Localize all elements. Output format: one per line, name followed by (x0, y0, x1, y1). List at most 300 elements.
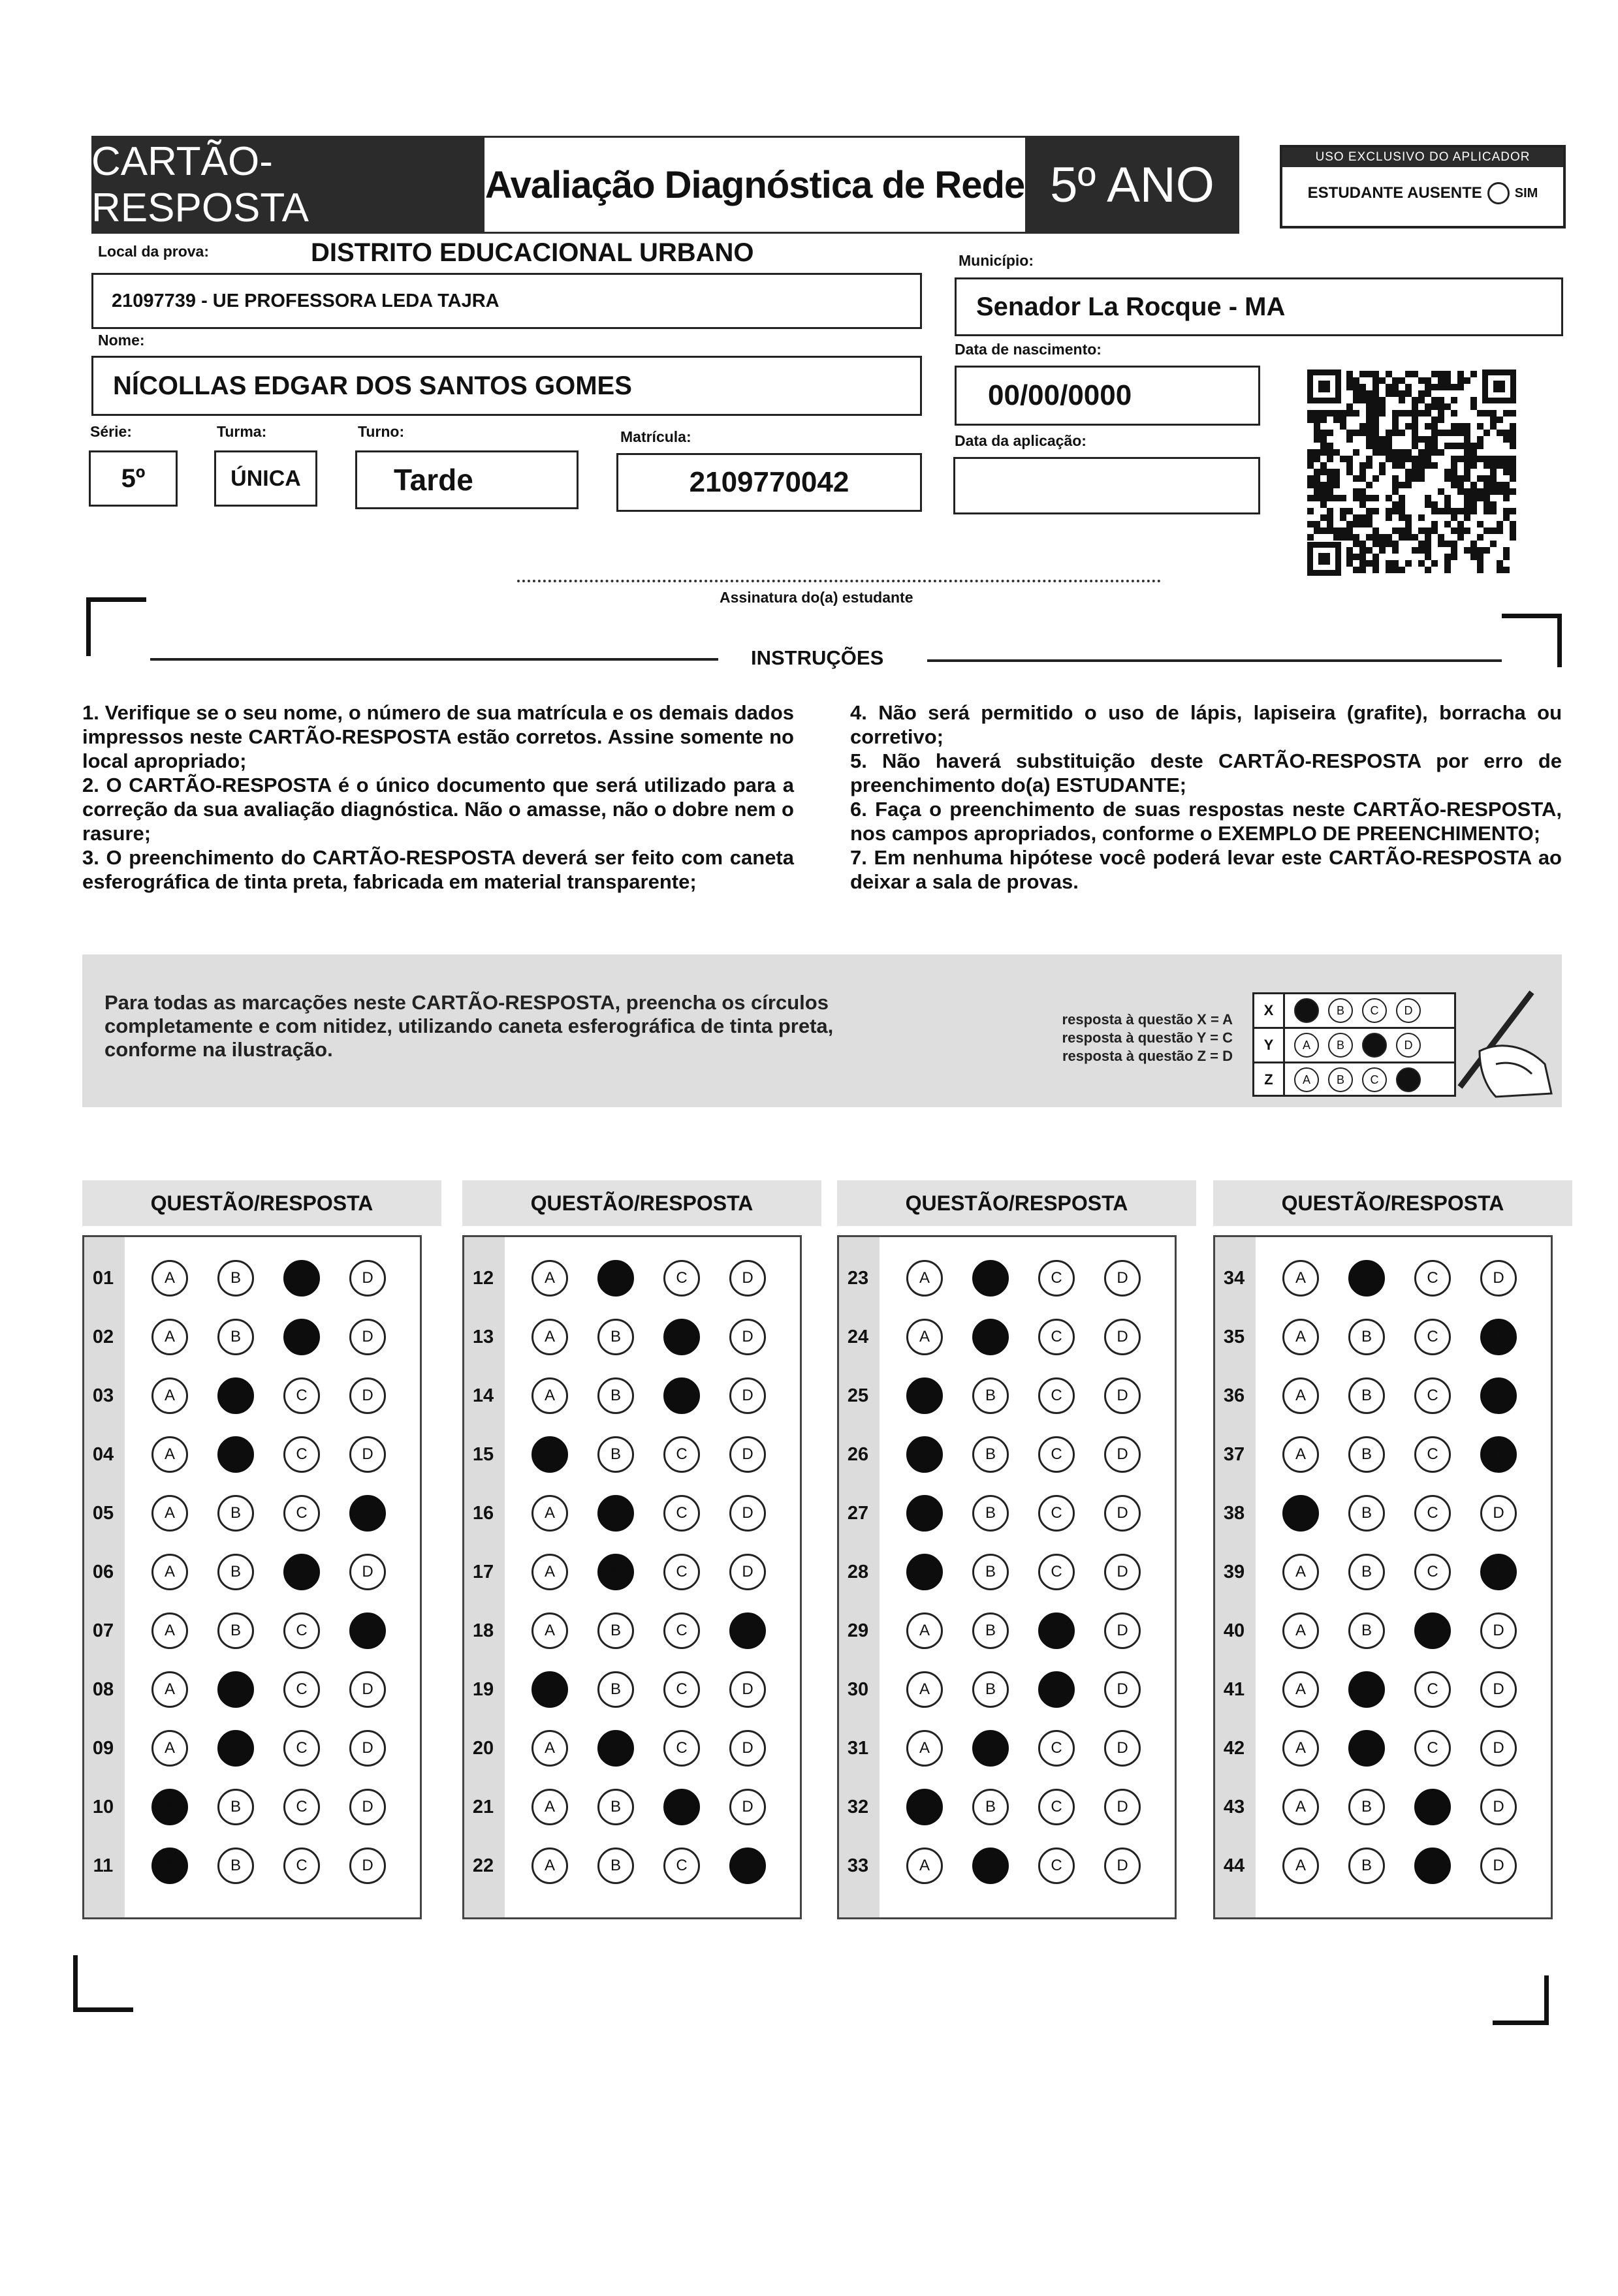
question-row (839, 1366, 1175, 1425)
question-number: 39 (1223, 1561, 1245, 1582)
question-number: 35 (1223, 1326, 1245, 1347)
answer-bubble-a[interactable]: A (1282, 1612, 1319, 1649)
question-number: 04 (92, 1443, 114, 1465)
answer-bubble-a[interactable]: A (151, 1554, 188, 1590)
answer-bubble-c[interactable]: C (283, 1848, 320, 1884)
answer-bubble-d[interactable]: D (1480, 1377, 1517, 1414)
question-row (1215, 1778, 1551, 1836)
answer-bubble-a[interactable]: A (906, 1730, 943, 1767)
example-legend-z: resposta à questão Z = D (1062, 1048, 1233, 1064)
answer-bubble-d[interactable]: D (729, 1612, 766, 1649)
example-legend-x: resposta à questão X = A (1062, 1011, 1233, 1028)
nascimento-field (955, 366, 1260, 426)
question-number: 37 (1223, 1443, 1245, 1465)
answer-bubble-c[interactable]: C (1038, 1495, 1075, 1532)
answer-bubble-d[interactable]: D (1104, 1436, 1141, 1473)
answer-bubble-a[interactable]: A (151, 1848, 188, 1884)
nascimento-label: Data de nascimento: (955, 341, 1102, 358)
answer-bubble-d[interactable]: D (1480, 1319, 1517, 1355)
answer-bubble-b[interactable]: B (1348, 1260, 1385, 1297)
answer-bubble-b[interactable]: B (597, 1554, 634, 1590)
answer-bubble-d[interactable]: D (349, 1260, 386, 1297)
answer-bubble-a[interactable]: A (906, 1436, 943, 1473)
answer-bubble-b[interactable]: B (1348, 1730, 1385, 1767)
answer-bubble-d[interactable]: D (1104, 1377, 1141, 1414)
answer-bubble-c[interactable]: C (283, 1554, 320, 1590)
answer-bubble-c[interactable]: C (1414, 1319, 1451, 1355)
answer-bubble-a[interactable]: A (151, 1377, 188, 1414)
answer-bubble-d[interactable]: D (349, 1319, 386, 1355)
answer-bubble-a[interactable]: A (531, 1260, 568, 1297)
question-row (1215, 1836, 1551, 1895)
question-number: 42 (1223, 1737, 1245, 1759)
answer-bubble-d[interactable]: D (1480, 1848, 1517, 1884)
example-row-label: X (1254, 994, 1285, 1027)
exam-title-text: Avaliação Diagnóstica de Rede (484, 163, 1025, 206)
answer-bubble-a[interactable]: A (531, 1319, 568, 1355)
answer-bubble-d[interactable]: D (1104, 1671, 1141, 1708)
answer-bubble-d[interactable]: D (1104, 1495, 1141, 1532)
answer-bubble-b[interactable]: B (217, 1612, 254, 1649)
answer-bubble-c[interactable]: C (663, 1495, 700, 1532)
answer-bubble-d[interactable]: D (1480, 1554, 1517, 1590)
instruction-2: 2. O CARTÃO-RESPOSTA é o único documento que será utilizado para a correção da sua avaliação diagnóstica. Não o amasse, não o dobre nem o rasure; (82, 774, 794, 845)
question-row (1215, 1425, 1551, 1484)
grade-badge-text: 5º ANO (1050, 157, 1214, 213)
signature-label: Assinatura do(a) estudante (720, 589, 913, 606)
question-number: 02 (92, 1326, 114, 1347)
answer-bubble-a[interactable]: A (531, 1789, 568, 1825)
question-number: 31 (847, 1737, 869, 1759)
answer-bubble-d[interactable]: D (349, 1612, 386, 1649)
answer-bubble-a[interactable]: A (531, 1436, 568, 1473)
answer-bubble-a[interactable]: A (531, 1612, 568, 1649)
answer-bubble-a[interactable]: A (151, 1436, 188, 1473)
question-row (84, 1836, 420, 1895)
question-row (464, 1660, 800, 1719)
example-bubble-c-filled (1362, 1033, 1387, 1058)
answer-bubble-b[interactable]: B (217, 1671, 254, 1708)
qr-code-graphic (1307, 370, 1517, 577)
answer-bubble-b[interactable]: B (597, 1436, 634, 1473)
pen-hand-illustration (1434, 979, 1558, 1103)
answer-bubble-b[interactable]: B (972, 1377, 1009, 1414)
answer-bubble-b[interactable]: B (1348, 1848, 1385, 1884)
answer-bubble-d[interactable]: D (1104, 1319, 1141, 1355)
answer-bubble-d[interactable]: D (1480, 1612, 1517, 1649)
answer-bubble-b[interactable]: B (972, 1612, 1009, 1649)
question-number: 32 (847, 1796, 869, 1817)
answer-bubble-c[interactable]: C (663, 1789, 700, 1825)
corner-mark-top-right-v (1557, 614, 1562, 667)
estudante-ausente-bubble[interactable] (1487, 182, 1510, 204)
answer-bubble-b[interactable]: B (972, 1848, 1009, 1884)
example-row-label: Z (1254, 1063, 1285, 1096)
question-row (84, 1425, 420, 1484)
answer-bubble-b[interactable]: B (972, 1260, 1009, 1297)
answer-bubble-d[interactable]: D (349, 1436, 386, 1473)
question-number: 08 (92, 1678, 114, 1700)
answer-bubble-d[interactable]: D (729, 1436, 766, 1473)
answer-bubble-c[interactable]: C (663, 1671, 700, 1708)
answer-bubble-c[interactable]: C (663, 1848, 700, 1884)
question-number: 11 (93, 1855, 114, 1876)
answer-column (837, 1235, 1177, 1919)
question-number: 13 (472, 1326, 494, 1347)
example-row-label: Y (1254, 1029, 1285, 1062)
answer-bubble-d[interactable]: D (1104, 1554, 1141, 1590)
question-number: 05 (92, 1502, 114, 1524)
answer-bubble-c[interactable]: C (283, 1436, 320, 1473)
answer-bubble-a[interactable]: A (1282, 1436, 1319, 1473)
question-row (84, 1660, 420, 1719)
question-number: 03 (92, 1385, 114, 1406)
answer-bubble-d[interactable]: D (1480, 1495, 1517, 1532)
answer-bubble-d[interactable]: D (1104, 1730, 1141, 1767)
answer-bubble-b[interactable]: B (972, 1671, 1009, 1708)
question-number: 28 (847, 1561, 869, 1582)
answer-bubble-b[interactable]: B (597, 1319, 634, 1355)
answer-bubble-a[interactable]: A (151, 1319, 188, 1355)
example-legend (1011, 1011, 1233, 1065)
answer-bubble-b[interactable]: B (597, 1789, 634, 1825)
municipio-field (955, 277, 1563, 336)
instructions-rule-left (150, 658, 718, 661)
question-number: 34 (1223, 1267, 1245, 1289)
answer-bubble-b[interactable]: B (972, 1319, 1009, 1355)
answer-bubble-d[interactable]: D (349, 1495, 386, 1532)
answer-bubble-d[interactable]: D (1104, 1260, 1141, 1297)
question-number: 33 (847, 1855, 869, 1876)
question-number: 27 (847, 1502, 869, 1524)
answer-bubble-a[interactable]: A (906, 1789, 943, 1825)
answer-bubble-d[interactable]: D (349, 1554, 386, 1590)
answer-bubble-c[interactable]: C (663, 1260, 700, 1297)
answer-bubble-c[interactable]: C (1414, 1671, 1451, 1708)
instructions-rule-right (927, 659, 1502, 662)
answer-bubble-d[interactable]: D (1480, 1730, 1517, 1767)
answer-bubble-c[interactable]: C (1414, 1848, 1451, 1884)
answer-bubble-d[interactable]: D (729, 1789, 766, 1825)
question-number: 44 (1223, 1855, 1245, 1876)
answer-bubble-b[interactable]: B (597, 1377, 634, 1414)
answer-bubble-b[interactable]: B (597, 1671, 634, 1708)
answer-bubble-c[interactable]: C (1414, 1789, 1451, 1825)
example-bubble-d: D (1396, 1033, 1421, 1058)
answer-bubble-c[interactable]: C (663, 1319, 700, 1355)
question-row (1215, 1719, 1551, 1778)
serie-value: 5º (121, 464, 146, 493)
turno-label: Turno: (358, 423, 405, 440)
answer-bubble-c[interactable]: C (1038, 1319, 1075, 1355)
answer-bubble-a[interactable]: A (906, 1319, 943, 1355)
qr-code (1307, 370, 1517, 577)
question-row (839, 1660, 1175, 1719)
question-row (839, 1425, 1175, 1484)
aplicacao-label: Data da aplicação: (955, 432, 1087, 449)
uso-exclusivo-label: USO EXCLUSIVO DO APLICADOR (1282, 148, 1563, 167)
answer-bubble-c[interactable]: C (663, 1436, 700, 1473)
answer-bubble-b[interactable]: B (1348, 1436, 1385, 1473)
corner-mark-top-left (86, 597, 146, 602)
answer-bubble-a[interactable]: A (906, 1377, 943, 1414)
answer-bubble-c[interactable]: C (283, 1319, 320, 1355)
example-bubble-d-filled (1396, 1067, 1421, 1092)
answer-bubble-d[interactable]: D (729, 1495, 766, 1532)
answer-bubble-d[interactable]: D (1480, 1671, 1517, 1708)
turno-value: Tarde (394, 463, 473, 497)
answer-bubble-c[interactable]: C (1038, 1260, 1075, 1297)
answer-bubble-c[interactable]: C (1414, 1730, 1451, 1767)
answer-bubble-a[interactable]: A (1282, 1495, 1319, 1532)
question-row (84, 1308, 420, 1366)
answer-bubble-a[interactable]: A (531, 1495, 568, 1532)
column-header: QUESTÃO/RESPOSTA (837, 1180, 1196, 1226)
answer-bubble-b[interactable]: B (597, 1730, 634, 1767)
question-row (464, 1425, 800, 1484)
turma-field (214, 450, 317, 507)
answer-bubble-c[interactable]: C (1038, 1377, 1075, 1414)
answer-bubble-a[interactable]: A (1282, 1789, 1319, 1825)
answer-bubble-b[interactable]: B (597, 1612, 634, 1649)
answer-bubble-b[interactable]: B (217, 1436, 254, 1473)
card-title (91, 136, 484, 234)
question-number: 09 (92, 1737, 114, 1759)
answer-bubble-b[interactable]: B (597, 1848, 634, 1884)
answer-bubble-a[interactable]: A (151, 1730, 188, 1767)
answer-bubble-a[interactable]: A (151, 1495, 188, 1532)
answer-bubble-b[interactable]: B (217, 1848, 254, 1884)
answer-bubble-b[interactable]: B (217, 1495, 254, 1532)
estudante-ausente-label: ESTUDANTE AUSENTE (1307, 184, 1482, 202)
matricula-label: Matrícula: (620, 428, 691, 445)
example-bubble-c: C (1362, 998, 1387, 1023)
answer-bubble-d[interactable]: D (1480, 1260, 1517, 1297)
question-row (1215, 1601, 1551, 1660)
answer-bubble-a[interactable]: A (151, 1612, 188, 1649)
answer-bubble-c[interactable]: C (1038, 1848, 1075, 1884)
question-row (84, 1249, 420, 1308)
answer-bubble-a[interactable]: A (151, 1789, 188, 1825)
question-row (84, 1366, 420, 1425)
corner-mark-bottom-right (1493, 2021, 1549, 2025)
answer-bubble-c[interactable]: C (1414, 1495, 1451, 1532)
answer-bubble-c[interactable]: C (283, 1260, 320, 1297)
school-value: 21097739 - UE PROFESSORA LEDA TAJRA (112, 290, 500, 311)
answer-bubble-d[interactable]: D (729, 1671, 766, 1708)
answer-bubble-c[interactable]: C (663, 1554, 700, 1590)
answer-bubble-b[interactable]: B (972, 1789, 1009, 1825)
answer-column (462, 1235, 802, 1919)
answer-bubble-d[interactable]: D (349, 1377, 386, 1414)
answer-bubble-a[interactable]: A (1282, 1730, 1319, 1767)
answer-bubble-a[interactable]: A (531, 1554, 568, 1590)
answer-bubble-c[interactable]: C (1038, 1789, 1075, 1825)
serie-label: Série: (90, 423, 132, 440)
answer-bubble-a[interactable]: A (906, 1612, 943, 1649)
answer-bubble-a[interactable]: A (1282, 1848, 1319, 1884)
question-number: 19 (472, 1678, 494, 1700)
answer-bubble-b[interactable]: B (1348, 1377, 1385, 1414)
answer-bubble-a[interactable]: A (531, 1671, 568, 1708)
answer-bubble-b[interactable]: B (972, 1495, 1009, 1532)
answer-bubble-d[interactable]: D (729, 1319, 766, 1355)
answer-bubble-b[interactable]: B (217, 1377, 254, 1414)
answer-bubble-a[interactable]: A (906, 1260, 943, 1297)
answer-bubble-b[interactable]: B (217, 1789, 254, 1825)
answer-bubble-c[interactable]: C (1038, 1554, 1075, 1590)
instructions-right (850, 700, 1562, 894)
question-row (839, 1719, 1175, 1778)
answer-bubble-c[interactable]: C (1414, 1554, 1451, 1590)
answer-bubble-d[interactable]: D (1104, 1789, 1141, 1825)
question-row (84, 1719, 420, 1778)
question-row (839, 1778, 1175, 1836)
answer-bubble-b[interactable]: B (217, 1554, 254, 1590)
answer-bubble-b[interactable]: B (597, 1260, 634, 1297)
answer-bubble-c[interactable]: C (283, 1495, 320, 1532)
answer-bubble-d[interactable]: D (1480, 1789, 1517, 1825)
answer-bubble-b[interactable]: B (1348, 1495, 1385, 1532)
answer-bubble-a[interactable]: A (1282, 1554, 1319, 1590)
answer-bubble-d[interactable]: D (349, 1789, 386, 1825)
question-row (1215, 1660, 1551, 1719)
answer-bubble-b[interactable]: B (1348, 1671, 1385, 1708)
instruction-6: 6. Faça o preenchimento de suas respostas neste CARTÃO-RESPOSTA, nos campos apropriados, conforme o EXEMPLO DE PREENCHIMENTO; (850, 798, 1562, 845)
answer-bubble-b[interactable]: B (1348, 1319, 1385, 1355)
question-number: 22 (472, 1855, 494, 1876)
instruction-4: 4. Não será permitido o uso de lápis, lapiseira (grafite), borracha ou corretivo; (850, 701, 1562, 748)
answer-bubble-b[interactable]: B (1348, 1554, 1385, 1590)
answer-bubble-c[interactable]: C (1038, 1730, 1075, 1767)
answer-bubble-d[interactable]: D (729, 1260, 766, 1297)
answer-bubble-c[interactable]: C (1414, 1612, 1451, 1649)
answer-bubble-d[interactable]: D (729, 1730, 766, 1767)
answer-bubble-c[interactable]: C (1414, 1436, 1451, 1473)
question-row (1215, 1366, 1551, 1425)
answer-bubble-b[interactable]: B (1348, 1789, 1385, 1825)
answer-bubble-c[interactable]: C (283, 1671, 320, 1708)
sim-label: SIM (1514, 185, 1538, 200)
question-row (464, 1308, 800, 1366)
answer-bubble-c[interactable]: C (663, 1377, 700, 1414)
column-header: QUESTÃO/RESPOSTA (1213, 1180, 1572, 1226)
example-bubble-b: B (1328, 998, 1353, 1023)
question-number: 21 (472, 1796, 494, 1817)
municipio-value: Senador La Rocque - MA (976, 292, 1286, 321)
answer-bubble-a[interactable]: A (1282, 1377, 1319, 1414)
answer-bubble-d[interactable]: D (1480, 1436, 1517, 1473)
question-number: 23 (847, 1267, 869, 1289)
answer-bubble-b[interactable]: B (972, 1436, 1009, 1473)
signature-line[interactable] (517, 580, 1161, 582)
instruction-3: 3. O preenchimento do CARTÃO-RESPOSTA deverá ser feito com caneta esferográfica de tinta preta, fabricada em material transparente; (82, 846, 794, 893)
answer-bubble-b[interactable]: B (217, 1260, 254, 1297)
corner-mark-bottom-left-v (73, 1955, 78, 2012)
example-grid (1252, 992, 1456, 1097)
example-bubble-a-filled (1294, 998, 1319, 1023)
answer-bubble-b[interactable]: B (217, 1730, 254, 1767)
aplicacao-field[interactable] (953, 457, 1260, 514)
answer-bubble-b[interactable]: B (597, 1495, 634, 1532)
answer-bubble-b[interactable]: B (217, 1319, 254, 1355)
answer-bubble-d[interactable]: D (1104, 1612, 1141, 1649)
question-number: 41 (1223, 1678, 1245, 1700)
answer-bubble-a[interactable]: A (531, 1730, 568, 1767)
question-row (464, 1484, 800, 1543)
answer-bubble-a[interactable]: A (906, 1848, 943, 1884)
answer-bubble-a[interactable]: A (906, 1671, 943, 1708)
answer-bubble-c[interactable]: C (1038, 1436, 1075, 1473)
answer-bubble-a[interactable]: A (1282, 1671, 1319, 1708)
question-number: 30 (847, 1678, 869, 1700)
answer-bubble-c[interactable]: C (1414, 1377, 1451, 1414)
nome-label: Nome: (98, 332, 145, 349)
answer-bubble-c[interactable]: C (283, 1377, 320, 1414)
answer-bubble-a[interactable]: A (1282, 1260, 1319, 1297)
answer-bubble-a[interactable]: A (531, 1848, 568, 1884)
corner-mark-top-right (1502, 614, 1562, 618)
answer-bubble-d[interactable]: D (729, 1554, 766, 1590)
answer-bubble-c[interactable]: C (663, 1730, 700, 1767)
turno-field (355, 450, 579, 509)
answer-bubble-c[interactable]: C (283, 1789, 320, 1825)
matricula-value: 2109770042 (689, 466, 849, 498)
answer-bubble-c[interactable]: C (1038, 1671, 1075, 1708)
answer-bubble-c[interactable]: C (663, 1612, 700, 1649)
question-row (839, 1308, 1175, 1366)
column-header: QUESTÃO/RESPOSTA (82, 1180, 441, 1226)
answer-bubble-a[interactable]: A (151, 1671, 188, 1708)
question-number: 15 (472, 1443, 494, 1465)
answer-bubble-a[interactable]: A (906, 1554, 943, 1590)
answer-bubble-c[interactable]: C (283, 1730, 320, 1767)
column-header: QUESTÃO/RESPOSTA (462, 1180, 821, 1226)
question-row (84, 1601, 420, 1660)
question-row (839, 1543, 1175, 1601)
question-number: 10 (92, 1796, 114, 1817)
answer-bubble-c[interactable]: C (1038, 1612, 1075, 1649)
corner-mark-top-left-v (86, 597, 91, 656)
answer-bubble-b[interactable]: B (1348, 1612, 1385, 1649)
answer-bubble-d[interactable]: D (729, 1377, 766, 1414)
answer-bubble-a[interactable]: A (906, 1495, 943, 1532)
instructions-left (82, 700, 794, 894)
question-row (84, 1484, 420, 1543)
answer-bubble-d[interactable]: D (1104, 1848, 1141, 1884)
answer-bubble-d[interactable]: D (349, 1848, 386, 1884)
answer-bubble-c[interactable]: C (283, 1612, 320, 1649)
question-row (1215, 1308, 1551, 1366)
municipio-label: Município: (959, 252, 1034, 269)
answer-bubble-b[interactable]: B (972, 1554, 1009, 1590)
answer-bubble-b[interactable]: B (972, 1730, 1009, 1767)
question-number: 20 (472, 1737, 494, 1759)
turma-label: Turma: (217, 423, 267, 440)
answer-bubble-d[interactable]: D (349, 1730, 386, 1767)
question-row (464, 1778, 800, 1836)
question-number: 17 (472, 1561, 494, 1582)
answer-bubble-a[interactable]: A (1282, 1319, 1319, 1355)
question-row (84, 1778, 420, 1836)
answer-bubble-d[interactable]: D (349, 1671, 386, 1708)
answer-bubble-a[interactable]: A (531, 1377, 568, 1414)
answer-bubble-c[interactable]: C (1414, 1260, 1451, 1297)
answer-bubble-a[interactable]: A (151, 1260, 188, 1297)
example-text: Para todas as marcações neste CARTÃO-RESPOSTA, preencha os círculos completamente e com nitidez, utilizando caneta esferográfica de tinta preta, conforme na ilustração. (104, 991, 834, 1061)
example-row-y (1254, 1029, 1454, 1063)
answer-bubble-d[interactable]: D (729, 1848, 766, 1884)
